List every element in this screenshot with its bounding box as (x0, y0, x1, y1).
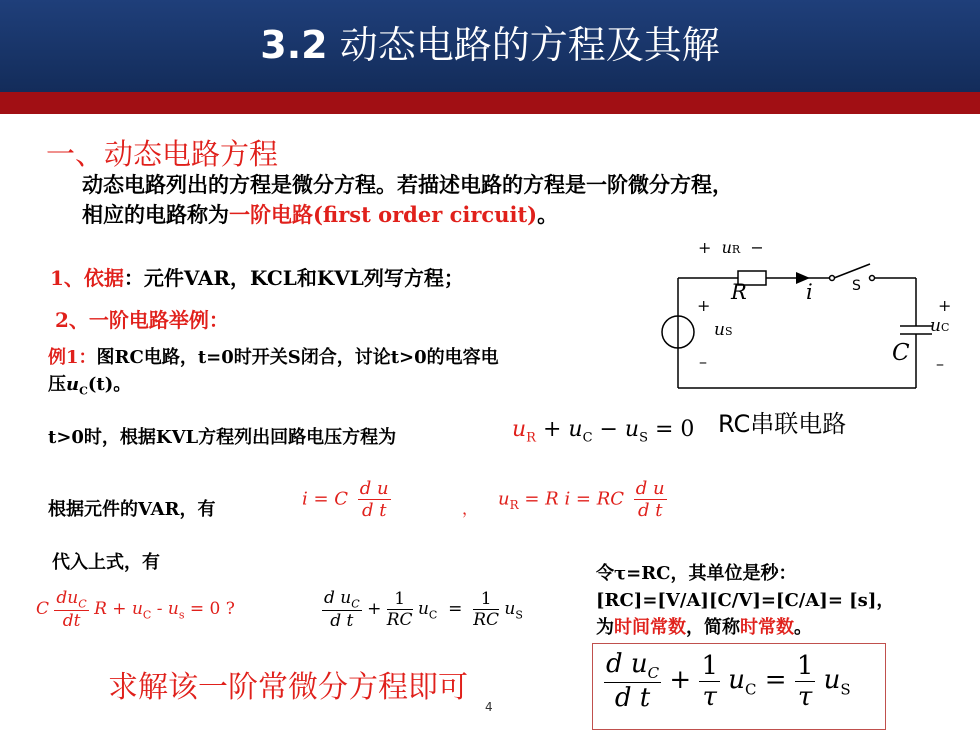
page-number: 4 (485, 700, 493, 714)
kvl-text: t>0时，根据KVL方程列出回路电压方程为 (48, 427, 397, 448)
capacitor-label: C (892, 340, 910, 366)
kvl-equation: $u_R + u_C - u_S = 0$ (512, 417, 695, 446)
example-1: 例1：图RC电路，t=0时开关S闭合，讨论t>0的电容电 压$u_C(t)$。 (48, 347, 499, 398)
us-label: uS (714, 320, 733, 340)
uR-label: + uR − (698, 238, 764, 257)
switch-right-contact (870, 276, 875, 281)
intro-line-1: 动态电路列出的方程是微分方程。若描述电路的方程是一阶微分方程， (82, 172, 733, 197)
current-label: i (806, 280, 813, 304)
page-title: 3.2 动态电路的方程及其解 (260, 23, 720, 67)
resistor-label: R (731, 280, 747, 304)
first-order-circuit-term: 一阶电路(first order circuit) (229, 202, 538, 227)
var-comma: ， (462, 499, 479, 518)
intro-line-2: 相应的电路称为一阶电路(first order circuit)。 (82, 202, 559, 227)
us-minus: – (699, 352, 707, 371)
var-text: 根据元件的VAR，有 (48, 499, 216, 520)
time-constant-note: 令τ=RC，其单位是秒： [RC]=[V/A][C/V]=[C/A]= [s]， 为时间常数，简称时常数。 (596, 563, 895, 638)
var-equation-uR: $u_R = R$ i = RC $\frac{\text{d u}}{\text{d t}}$ (498, 478, 665, 521)
switch-left-contact (830, 276, 835, 281)
solve-instruction: 求解该一阶常微分方程即可 (108, 670, 468, 705)
uc-label: uC (930, 316, 950, 336)
switch-label: S (852, 278, 861, 294)
normalized-equation: $\frac{d u_C}{\text{d t}}$ + $\frac{1}{RC}$ $u_C$ = $\frac{1}{RC}$ $u_S$ (324, 588, 523, 632)
uc-plus: + (938, 296, 952, 315)
uc-minus: – (936, 354, 944, 373)
rc-circuit-diagram (660, 234, 970, 409)
var-equation-i: i = C $\frac{\text{d u}}{\text{d t}}$ (302, 478, 389, 521)
substituted-equation: C $\frac{du_C}{dt}$ $R + u_C - u_s = 0$ ? (36, 588, 235, 632)
section-heading: 一、动态电路方程 (46, 137, 279, 171)
final-equation: $\frac{d u_C}{\text{d t}}$ + $\frac{1}{\tau}$ $u_C$ = $\frac{1}{\tau}$ $u_S$ (606, 649, 851, 714)
basis-item: 1、依据：元件VAR，KCL和KVL列写方程； (50, 266, 464, 290)
example-title: 2、一阶电路举例： (55, 308, 229, 332)
us-plus: + (697, 296, 711, 315)
circuit-caption: RC串联电路 (718, 410, 847, 438)
accent-bar (0, 92, 980, 114)
substitute-text: 代入上式，有 (52, 552, 160, 573)
